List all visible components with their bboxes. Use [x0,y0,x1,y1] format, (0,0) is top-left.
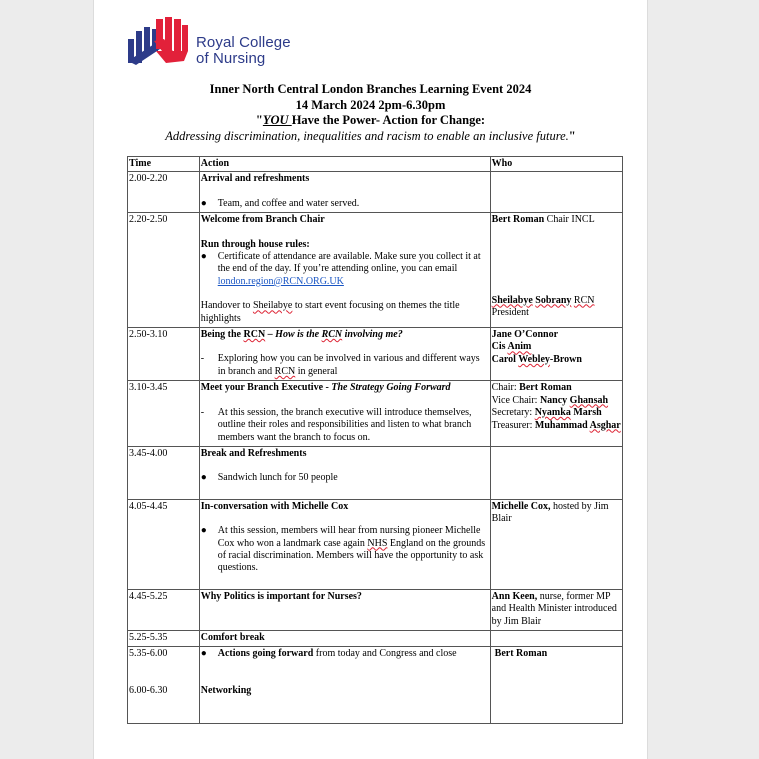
slogan-you: YOU [262,113,292,127]
schedule-table [127,156,623,724]
row-who [490,328,622,381]
row-action [199,647,490,724]
document-page [94,0,647,759]
t6: involving me? [342,329,403,341]
event-slogan [94,113,647,128]
action-title [201,329,489,341]
list-item [201,648,489,660]
handover-b: to start event focusing on themes the title highlights [200,300,460,324]
logo-wordmark [196,35,291,67]
who2-b: Anim [507,341,532,353]
row-time: 2.00-2.20 [128,172,200,213]
who2-a: Sheilabye [491,294,533,306]
action-title: In-conversation with Michelle Cox [200,500,349,512]
bullet-text: Team, and coffee and water served. [217,197,360,209]
list-item [201,251,489,288]
row-who [490,213,622,328]
who3-a: Carol [491,353,519,365]
logo-line-1: Royal College [196,34,291,51]
bullet-b: NHS [367,537,388,549]
row-who [490,381,622,447]
action-title [201,382,489,394]
subtitle-quote-close: " [568,129,576,143]
table-row [128,172,623,213]
t2: RCN [243,329,266,341]
row-action: Comfort break [199,630,490,646]
bullet-a: At this session, members will hear from nursing pioneer Michelle Cox who won a landmark case again [217,525,481,549]
sec-label: Secretary: [491,407,535,419]
bullet-icon: ● [200,251,207,263]
row-action [199,499,490,589]
vice-label: Vice Chair: [491,394,540,406]
time-2: 6.00-6.30 [129,684,168,696]
event-title: Inner North Central London Branches Learning Event 2024 [209,82,532,96]
who-name: Bert Roman [491,214,545,226]
house-rules-label: Run through house rules: [200,238,310,250]
handover-a: Handover to [200,300,253,312]
vice-b: Ghansah [569,394,609,406]
row-time: 3.10-3.45 [128,381,200,447]
t3: – [265,329,276,341]
sec-b: Marsh [570,407,602,419]
list-item [201,407,489,444]
t1: Being the [200,329,244,341]
bullet-text: At this session, the branch executive will introduce themselves, outline their roles and responsibilities and listen to what branch members want the branch to focus on. [217,406,472,443]
sec-a: Nyamka [534,407,571,419]
who-name: Bert Roman [494,648,548,660]
action-title: Break and Refreshments [200,447,307,459]
bullet-icon: ● [200,197,207,209]
row-action [199,446,490,499]
title-a: Meet your Branch Executive - [200,382,332,394]
row-time: 4.05-4.45 [128,499,200,589]
row-action [199,381,490,447]
who3-b: Webley [518,353,550,365]
slogan-rest: Have the Power- Action for Change: [291,113,486,127]
logo-line-2: of Nursing [196,50,266,67]
row-time: 2.20-2.50 [128,213,200,328]
action-title: Welcome from Branch Chair [200,214,325,226]
bullet-b: RCN [274,365,296,377]
list-item [201,472,489,484]
who2-f: President [491,307,529,319]
dash-icon: - [200,353,205,365]
bullet-c: England on the grounds of racial discrimination. Members will have the opportunity to ask questions. [217,537,486,574]
list-item [201,525,489,575]
bullet-icon: ● [200,648,207,660]
t4: How is the [275,329,322,341]
row-time [128,647,200,724]
handover-text [201,300,489,325]
row-who [490,446,622,499]
row-who [490,499,622,589]
table-row [128,328,623,381]
list-item [201,353,489,378]
bullet-text: Sandwich lunch for 50 people [217,472,338,484]
tre-b: Asghar [589,419,621,431]
header-who: Who [490,157,622,172]
table-row [128,589,623,630]
table-row [128,630,623,646]
table-header-row [128,157,623,172]
row-action [199,213,490,328]
who2-e: RCN [573,294,595,306]
event-subtitle [94,129,647,144]
row-action: Why Politics is important for Nurses? [199,589,490,630]
table-row [128,213,623,328]
row-time: 4.45-5.25 [128,589,200,630]
who-b: nurse, former MP and Health Minister introduced by Jim Blair [491,590,617,627]
who-a: Michelle Cox, [491,500,551,512]
row-who [490,647,622,724]
time-1: 5.35-6.00 [129,648,168,660]
row-time: 3.45-4.00 [128,446,200,499]
row-action [199,172,490,213]
bullet-icon: ● [200,525,207,537]
table-row [128,446,623,499]
who-b: hosted by Jim Blair [491,500,609,525]
who3-c: -Brown [549,353,582,365]
row-who [490,589,622,630]
tre-label: Treasurer: [491,419,535,431]
networking-label: Networking [200,684,252,696]
title-b: The Strategy Going Forward [331,382,451,394]
row-who [490,630,622,646]
email-link[interactable]: london.region@RCN.ORG.UK [217,275,344,287]
bullet-text: Certificate of attendance are available. Make sure you collect it at the end of the day. If you’re attending online, you can email [217,251,481,275]
row-action [199,328,490,381]
event-date: 14 March 2024 2pm-6.30pm [295,98,446,112]
vice-a: Nancy [539,394,570,406]
bullet-a: Actions going forward [217,648,314,660]
rcn-hand-icon [126,17,188,67]
who-a: Ann Keen, [491,590,538,602]
rcn-logo [126,17,306,67]
header-action: Action [199,157,490,172]
who2-a: Cis [491,341,508,353]
bullet-c: in general [295,365,338,377]
action-title: Arrival and refreshments [200,173,310,185]
row-time: 2.50-3.10 [128,328,200,381]
dash-icon: - [200,406,205,418]
t5: RCN [321,329,343,341]
who-role: Chair INCL [544,214,595,226]
handover-name: Sheilabye [252,300,293,312]
table-row [128,647,623,724]
who-1: Jane O’Connor [491,329,559,341]
row-time: 5.25-5.35 [128,630,200,646]
row-who [490,172,622,213]
chair-name: Bert Roman [519,382,572,394]
bullet-b: from today and Congress and close [313,648,457,660]
list-item [201,198,489,210]
subtitle-text: Addressing discrimination, inequalities and racism to enable an inclusive future. [165,129,569,143]
bullet-icon: ● [200,472,207,484]
tre-a: Muhammad [534,419,590,431]
header-time: Time [128,157,200,172]
slogan-quote-open: " [255,113,263,127]
table-row [128,499,623,589]
table-row [128,381,623,447]
who2-c: Sobrany [535,294,572,306]
bullet-a: Exploring how you can be involved in various and different ways in branch and [217,353,480,377]
chair-label: Chair: [491,382,520,394]
